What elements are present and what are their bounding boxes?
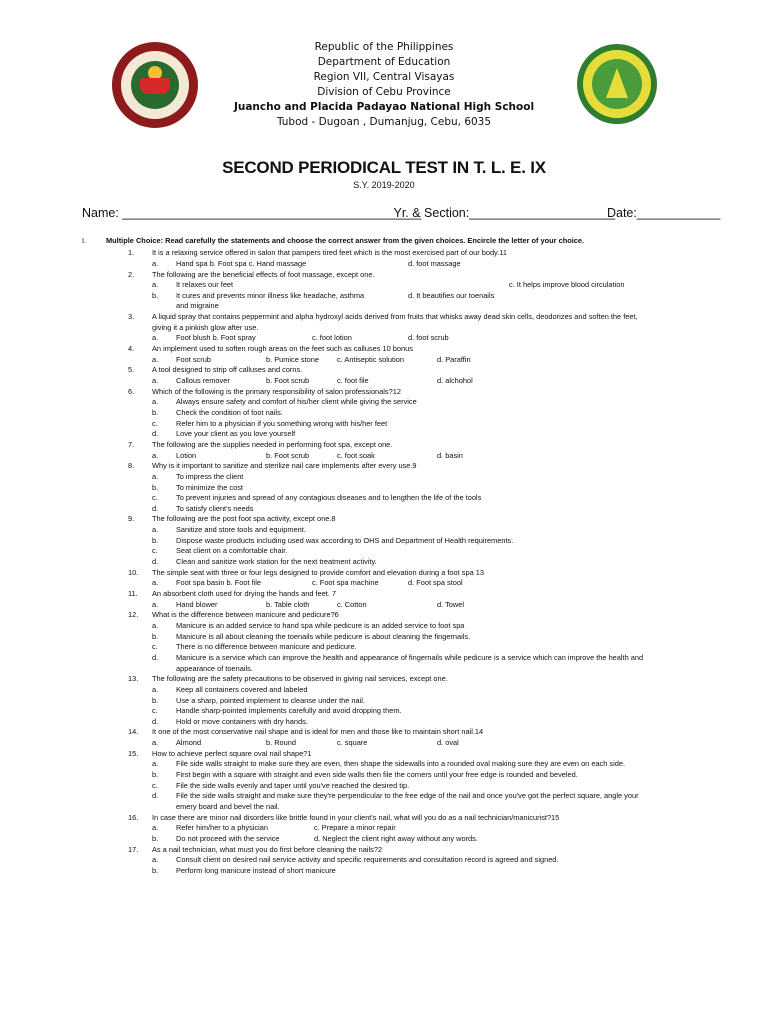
option-letter: d. — [152, 429, 159, 439]
question-text: The following are the supplies needed in performing foot spa, except one. — [152, 439, 393, 449]
option-letter: d. — [152, 557, 159, 567]
question-text: The simple seat with three or four legs designed to provide comfort and elevation during a foot spa 13 — [152, 567, 484, 577]
question-text: What is the difference between manicure and pedicure?6 — [152, 610, 339, 620]
test-title: SECOND PERIODICAL TEST IN T. L. E. IX — [222, 158, 546, 177]
option-letter: a. — [152, 738, 159, 748]
option-text: and migraine — [176, 301, 219, 311]
question-number: 5. — [128, 365, 135, 375]
option-letter: a. — [152, 471, 159, 481]
question-number: 6. — [128, 386, 135, 396]
section-instruction: Multiple Choice: Read carefully the statements and choose the correct answer from the given choices. Encircle the letter of your choice. — [106, 236, 585, 245]
option-text: d. Towel — [437, 599, 464, 609]
option-letter: b. — [152, 290, 159, 300]
option-letter: d. — [152, 716, 159, 726]
student-info-fields — [82, 206, 722, 220]
option-letter: b. — [152, 833, 159, 843]
option-text: Refer him to a physician if you something wrong with his/her feet — [176, 418, 388, 428]
option-letter: c. — [152, 706, 158, 716]
option-text: Refer him/her to a physician — [176, 823, 269, 833]
option-text: File the side walls evenly and taper until you've reached the desired tip. — [176, 780, 410, 790]
option-text: c. Foot spa machine — [312, 578, 379, 588]
option-text: Lotion — [176, 450, 197, 460]
question-number: 2. — [128, 269, 135, 279]
option-text: Love your client as you love yourself — [176, 429, 296, 439]
option-text: Foot blush b. Foot spray — [176, 333, 256, 343]
option-letter: a. — [152, 578, 159, 588]
question-number: 16. — [128, 812, 139, 822]
option-text: d. alchohol — [437, 376, 473, 386]
option-letter: b. — [152, 535, 159, 545]
option-letter: a. — [152, 823, 159, 833]
option-text: Seat client on a comfortable chair. — [176, 546, 288, 556]
question-text: In case there are minor nail disorders like brittle found in your client's nail, what will you do as a nail technician/manicurist?15 — [152, 812, 560, 822]
option-text: File the side walls straight and make sure they're perpendicular to the free edge of the nail and once you've got the perfect square, angle your — [176, 791, 639, 801]
option-letter: a. — [152, 620, 159, 630]
option-text: b. Round — [266, 738, 296, 748]
option-text: d. basin — [437, 450, 463, 460]
option-text: Always ensure safety and comfort of his/her client while giving the service — [176, 397, 417, 407]
letterhead-line: Department of Education — [317, 56, 451, 68]
question-number: 14. — [128, 727, 139, 737]
question-text: As a nail technician, what must you do first before cleaning the nails?2 — [152, 844, 383, 854]
option-letter: a. — [152, 280, 159, 290]
option-text: c. foot file — [337, 376, 369, 386]
section-numeral: I. — [82, 236, 87, 245]
option-text: d. foot massage — [408, 258, 461, 268]
question-text: giving it a pinkish glow after use. — [152, 322, 259, 332]
option-letter: a. — [152, 684, 159, 694]
option-text: Hand blower — [176, 599, 218, 609]
option-letter: a. — [152, 397, 159, 407]
option-text: d. Neglect the client right away without any words. — [314, 833, 478, 843]
question-number: 13. — [128, 674, 139, 684]
option-letter: d. — [152, 791, 159, 801]
question-number: 9. — [128, 514, 135, 524]
question-text: A tool designed to strip off calluses and corns. — [152, 365, 303, 375]
option-letter: b. — [152, 631, 159, 641]
school-year: S.Y. 2019-2020 — [353, 180, 415, 190]
option-letter: c. — [152, 546, 158, 556]
option-letter: b. — [152, 482, 159, 492]
option-text: d. Foot spa stool — [408, 578, 463, 588]
option-text: c. square — [337, 738, 368, 748]
question-text: An absorbent cloth used for drying the hands and feet. 7 — [152, 589, 337, 599]
option-text: File side walls straight to make sure they are even, then shape the sidewalls into a rounded oval making sure they are even on each side. — [176, 759, 626, 769]
option-text: c. Antiseptic solution — [337, 354, 404, 364]
question-number: 12. — [128, 610, 139, 620]
option-text: d. Paraffin — [437, 354, 471, 364]
question-text: How to achieve perfect square oval nail shape?1 — [152, 748, 312, 758]
question-text: It one of the most conservative nail shape and is ideal for men and those like to maintain short nail.14 — [152, 727, 484, 737]
option-text: Handle sharp-pointed implements carefully and avoid dropping them. — [176, 706, 402, 716]
option-text: Foot spa basin b. Foot file — [176, 578, 262, 588]
option-text: Consult client on desired nail service activity and specific requirements and consultation record is agreed and signed. — [176, 855, 559, 865]
option-text: Hand spa b. Foot spa c. Hand massage — [176, 258, 307, 268]
question-number: 3. — [128, 312, 135, 322]
option-text: c. Prepare a minor repair — [314, 823, 396, 833]
option-text: d. oval — [437, 738, 459, 748]
question-number: 15. — [128, 748, 139, 758]
option-letter: a. — [152, 450, 159, 460]
option-text: Use a sharp, pointed implement to cleanse under the nail. — [176, 695, 365, 705]
option-text: To satisfy client's needs — [176, 503, 254, 513]
option-text: appearance of toenails. — [176, 663, 253, 673]
option-letter: a. — [152, 354, 159, 364]
option-text: c. foot soak — [337, 450, 375, 460]
option-text: b. Table cloth — [266, 599, 310, 609]
letterhead-line: Region VII, Central Visayas — [313, 71, 455, 83]
option-letter: a. — [152, 258, 159, 268]
option-letter: c. — [152, 418, 158, 428]
option-letter: c. — [152, 493, 158, 503]
option-text: emery board and bevel the nail. — [176, 802, 280, 812]
option-text: Keep all containers covered and labeled — [176, 684, 308, 694]
option-text: To impress the client — [176, 471, 244, 481]
option-letter: a. — [152, 855, 159, 865]
option-text: To minimize the cost — [176, 482, 243, 492]
option-text: Callous remover — [176, 376, 230, 386]
option-letter: a. — [152, 376, 159, 386]
option-text: Dispose waste products including used wax according to OHS and Department of Health requirements. — [176, 535, 514, 545]
option-letter: b. — [152, 695, 159, 705]
school-address: Tubod - Dugoan , Dumanjug, Cebu, 6035 — [276, 116, 492, 128]
option-text: Clean and sanitize work station for the next treatment activity. — [176, 557, 377, 567]
option-text: Do not proceed with the service — [176, 833, 280, 843]
option-text: First begin with a square with straight and even side walls then file the corners until your free edge is rounded and beveled. — [176, 770, 578, 780]
option-letter: a. — [152, 759, 159, 769]
option-text: c. It helps improve blood circulation — [509, 280, 625, 290]
option-letter: c. — [152, 642, 158, 652]
year-section-field[interactable]: Yr. & Section:_____________________ — [393, 206, 616, 220]
option-text: Almond — [176, 738, 202, 748]
option-text: Manicure is a service which can improve the health and appearance of fingernails while pedicure is a service which can improve the health and — [176, 652, 644, 662]
option-text: There is no difference between manicure and pedicure. — [176, 642, 357, 652]
question-text: The following are the safety precautions to be observed in giving nail services, except one. — [152, 674, 448, 684]
option-letter: d. — [152, 652, 159, 662]
question-number: 10. — [128, 567, 139, 577]
question-text: The following are the beneficial effects of foot massage, except one. — [152, 269, 375, 279]
option-text: It cures and prevents minor illness like headache, asthma — [176, 290, 365, 300]
question-number: 8. — [128, 461, 135, 471]
letterhead — [0, 40, 768, 130]
name-field[interactable]: Name: ___________________________________________ — [82, 206, 422, 220]
option-letter: a. — [152, 333, 159, 343]
question-number: 7. — [128, 439, 135, 449]
option-letter: b. — [152, 407, 159, 417]
option-text: b. Foot scrub — [266, 450, 310, 460]
question-text: Which of the following is the primary responsibility of salon professionals?12 — [152, 386, 401, 396]
question-number: 11. — [128, 589, 138, 599]
option-letter: c. — [152, 780, 158, 790]
question-text: A liquid spray that contains peppermint and alpha hydroxyl acids derived from fruits that whisks away dead skin cells, deodorizes and soften the feet, — [152, 312, 638, 322]
question-number: 4. — [128, 344, 135, 354]
option-text: To prevent injuries and spread of any contagious diseases and to lengthen the life of the tools — [176, 493, 482, 503]
option-text: d. It beautifies our toenails — [408, 290, 495, 300]
question-text: An implement used to soften rough areas on the feet such as calluses 10 bonus — [152, 344, 413, 354]
question-text: It is a relaxing service offered in salon that pampers tired feet which is the most exercised part of our body.11 — [152, 248, 507, 258]
option-letter: b. — [152, 865, 159, 875]
option-text: b. Pumice stone — [266, 354, 319, 364]
option-text: c. foot lotion — [312, 333, 352, 343]
option-text: Check the condition of foot nails. — [176, 407, 283, 417]
school-name: Juancho and Placida Padayao National High School — [233, 101, 535, 113]
option-letter: b. — [152, 770, 159, 780]
option-text: It relaxes our feet — [176, 280, 234, 290]
option-text: Sanitize and store tools and equipment. — [176, 525, 306, 535]
date-field[interactable]: Date:____________ — [606, 206, 721, 220]
option-text: c. Cotton — [337, 599, 367, 609]
option-text: Foot scrub — [176, 354, 211, 364]
option-letter: d. — [152, 503, 159, 513]
question-text: Why is it important to sanitize and sterilize nail care implements after every use.9 — [152, 461, 417, 471]
option-text: b. Foot scrub — [266, 376, 310, 386]
option-letter: a. — [152, 599, 159, 609]
question-text: The following are the post foot spa activity, except one.8 — [152, 514, 336, 524]
question-number: 17. — [128, 844, 139, 854]
option-text: Manicure is an added service to hand spa while pedicure is an added service to foot spa — [176, 620, 465, 630]
option-text: Manicure is all about cleaning the toenails while pedicure is about cleaning the fingernails. — [176, 631, 471, 641]
option-letter: a. — [152, 525, 159, 535]
option-text: Perform long manicure instead of short manicure — [176, 865, 336, 875]
option-text: Hold or move containers with dry hands. — [176, 716, 308, 726]
letterhead-line: Division of Cebu Province — [317, 86, 451, 98]
option-text: d. foot scrub — [408, 333, 449, 343]
question-number: 1. — [128, 248, 135, 258]
letterhead-line: Republic of the Philippines — [314, 41, 454, 53]
